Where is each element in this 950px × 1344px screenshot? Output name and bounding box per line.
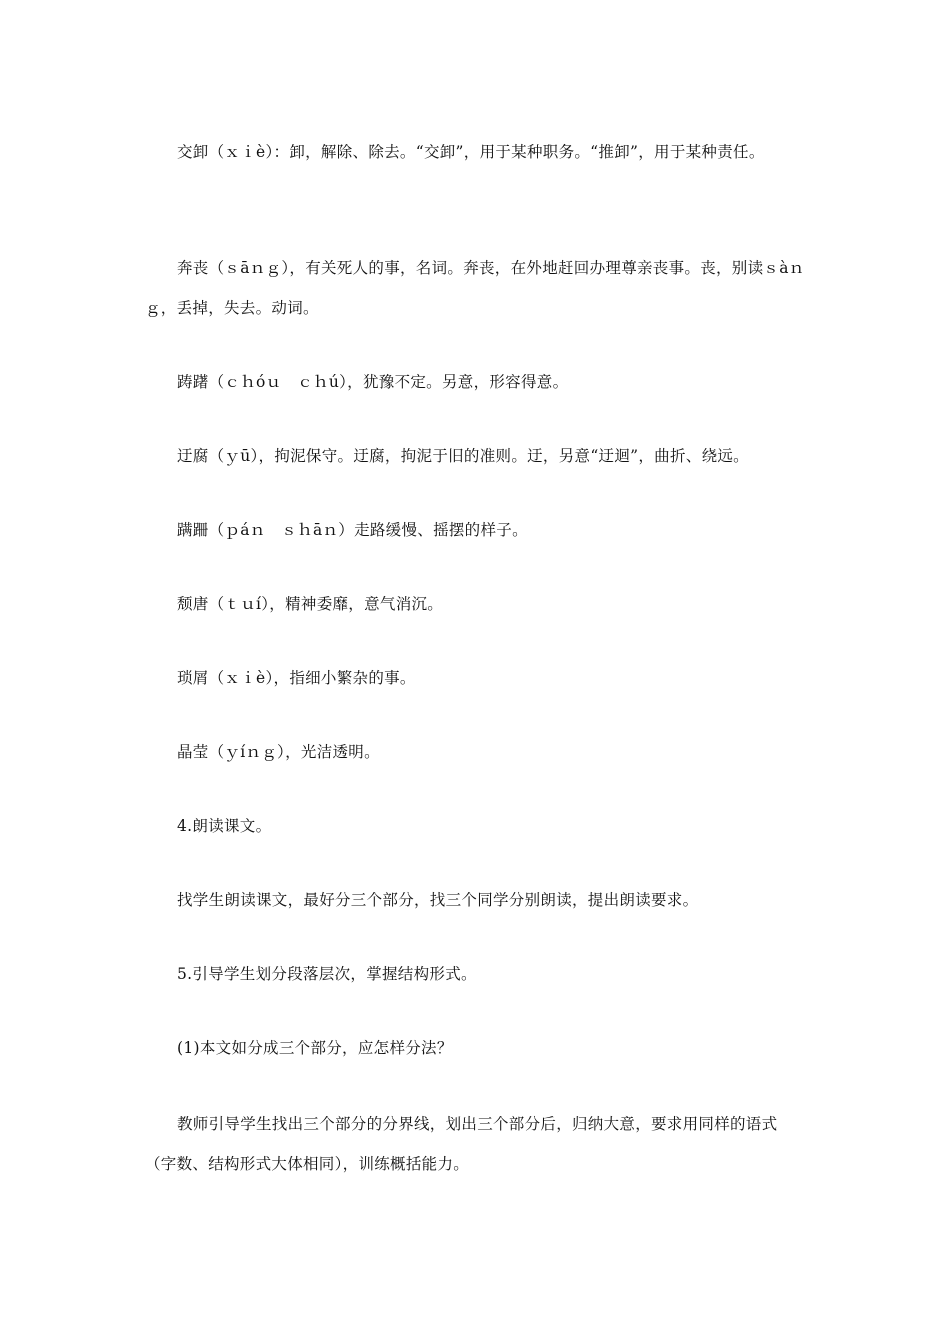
paragraph-vocab-jingying: 晶莹（ｙíｎｇ），光洁透明。 <box>177 742 380 761</box>
question-three-parts: (1)本文如分成三个部分，应怎样分法？ <box>177 1038 453 1057</box>
paragraph-vocab-jiaoxie: 交卸（ｘｉè）：卸，解除、除去。“交卸”，用于某种职务。“推卸”，用于某种责任。 <box>177 142 765 161</box>
paragraph-vocab-bensang: 奔丧（ｓāｎｇ），有关死人的事，名词。奔丧，在外地赶回办理尊亲丧事。丧，别读ｓàｎｇ，丢掉，失去。动词。 <box>145 258 805 317</box>
paragraph-vocab-yufu: 迂腐（ｙū），拘泥保守。迂腐，拘泥于旧的准则。迂，另意“迂迴”，曲折、绕远。 <box>177 446 749 465</box>
paragraph-vocab-tuitang: 颓唐（ｔｕí），精神委靡，意气消沉。 <box>177 594 444 613</box>
paragraph-teacher-guidance: 教师引导学生找出三个部分的分界线，划出三个部分后，归纳大意，要求用同样的语式（字数、结构形式大体相同），训练概括能力。 <box>145 1114 778 1173</box>
paragraph-vocab-suoxie: 琐屑（ｘｉè），指细小繁杂的事。 <box>177 668 416 687</box>
paragraph-vocab-chouchu: 踌躇（ｃｈóｕ ｃｈú），犹豫不定。另意，形容得意。 <box>177 372 569 391</box>
paragraph-read-aloud-instructions: 找学生朗读课文，最好分三个部分，找三个同学分别朗读，提出朗读要求。 <box>177 890 699 909</box>
paragraph-vocab-panshan: 蹒跚（ｐáｎ ｓｈāｎ）走路缓慢、摇摆的样子。 <box>177 520 528 539</box>
section-heading-read-aloud: 4.朗读课文。 <box>177 816 272 835</box>
section-heading-structure: 5.引导学生划分段落层次，掌握结构形式。 <box>177 964 477 983</box>
